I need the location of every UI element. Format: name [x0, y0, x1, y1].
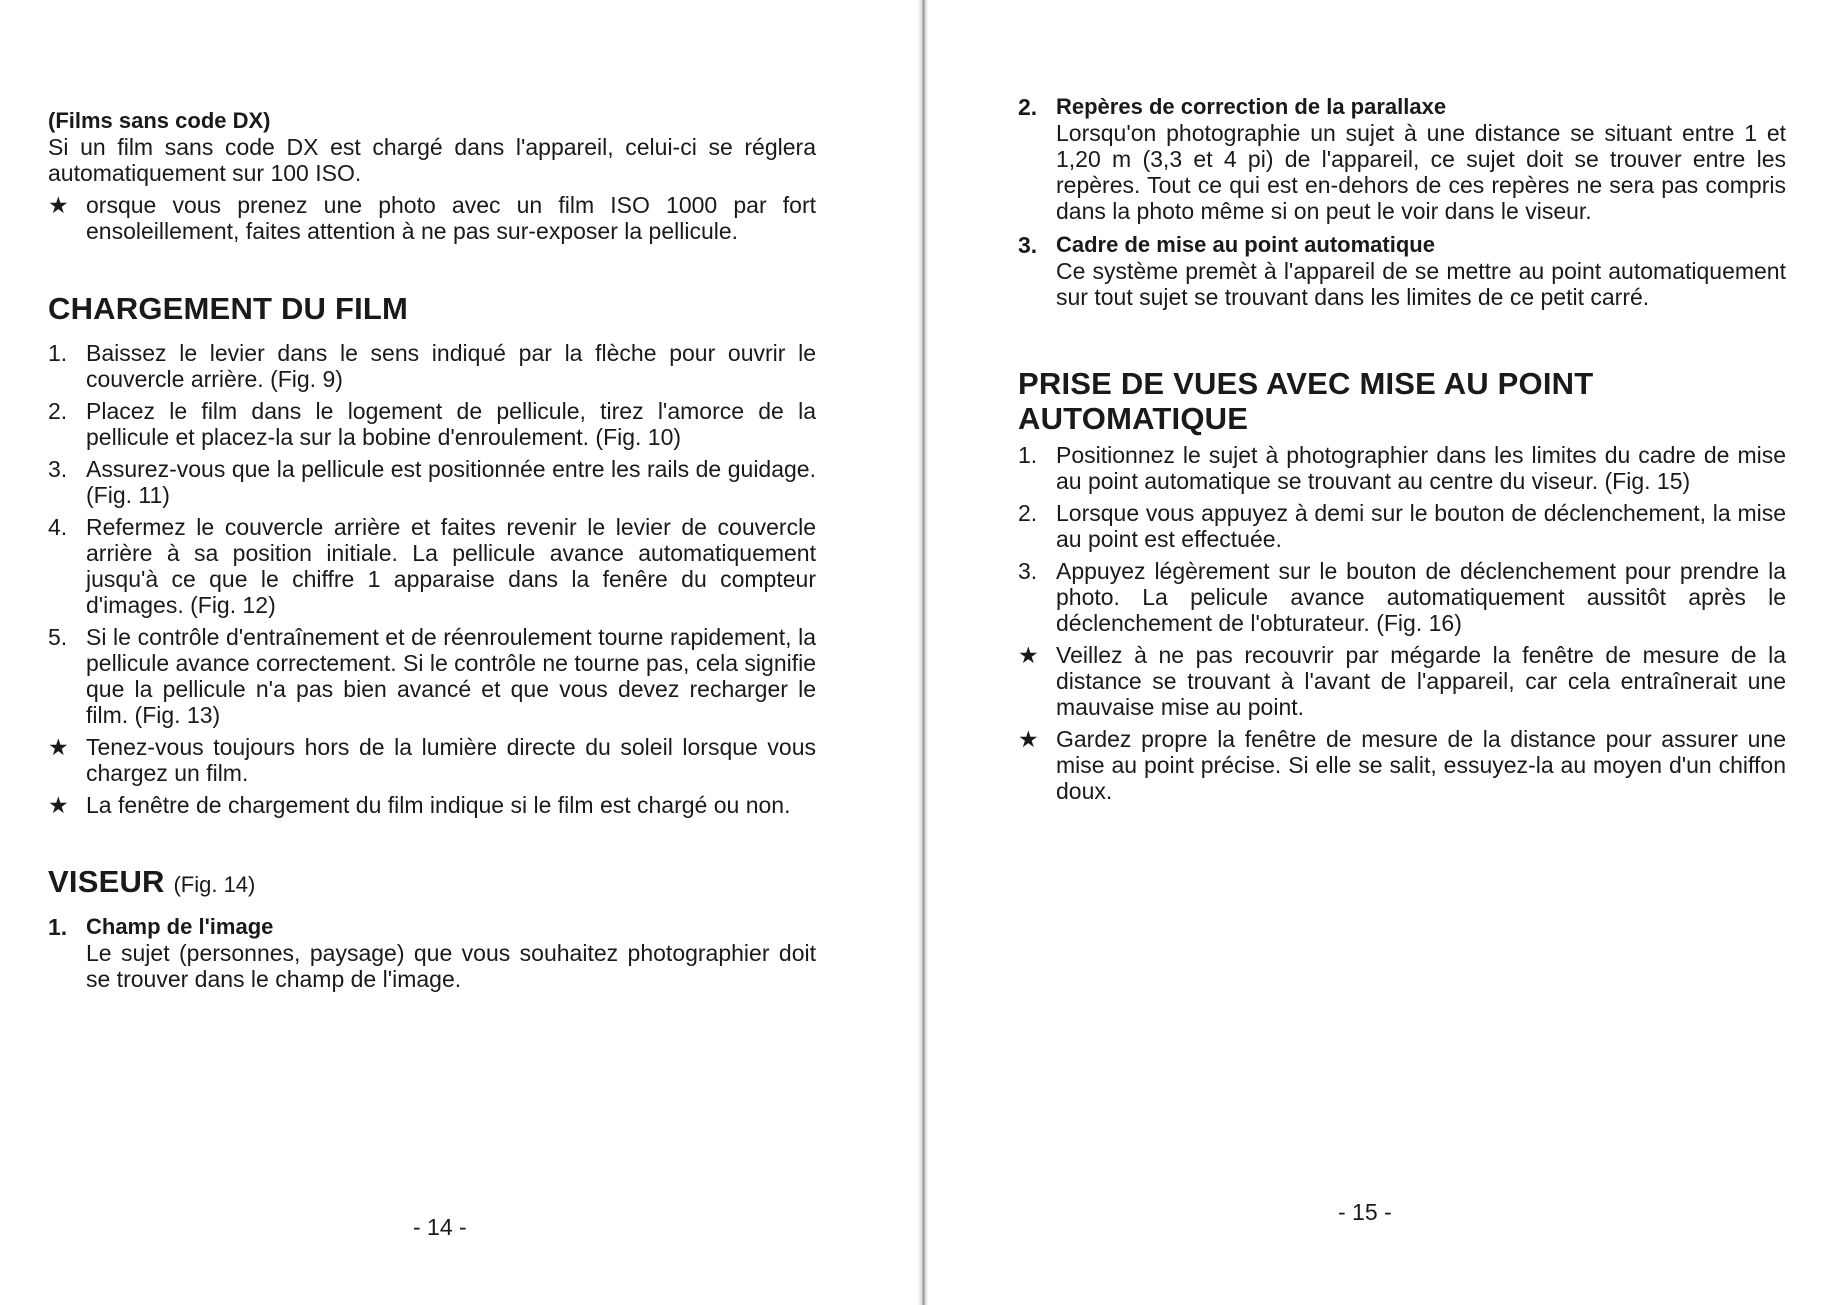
- item-marker: 3.: [1018, 232, 1038, 258]
- item-text: Lorsque vous appuyez à demi sur le bouton de déclenchement, la mise au point est effectuée.: [1056, 500, 1786, 552]
- item-marker: 5.: [48, 624, 68, 650]
- list-item: [48, 734, 816, 786]
- right-page: [1018, 0, 1786, 1305]
- prise-heading: PRISE DE VUES AVEC MISE AU POINT AUTOMATIQUE: [1018, 366, 1594, 436]
- viseur-item-title: Cadre de mise au point automatique: [1056, 232, 1435, 257]
- list-item: [1018, 642, 1786, 720]
- list-item: [1018, 500, 1786, 552]
- chargement-heading: CHARGEMENT DU FILM: [48, 291, 409, 326]
- item-text: Baissez le levier dans le sens indiqué par la flèche pour ouvrir le couvercle arrière. (Fig. 9): [86, 340, 816, 392]
- book-spine: [918, 0, 928, 1305]
- viseur-item-title: Repères de correction de la parallaxe: [1056, 94, 1447, 119]
- films-dx-text: Si un film sans code DX est chargé dans l'appareil, celui-ci se réglera automatiquement sur 100 ISO.: [48, 134, 816, 186]
- viseur-item-text: Ce système premèt à l'appareil de se mettre au point automatiquement sur tout sujet se trouvant dans les limites de ce petit carré.: [1056, 258, 1786, 310]
- list-item: [48, 340, 816, 392]
- list-item: [48, 514, 816, 618]
- item-text: Assurez-vous que la pellicule est positionnée entre les rails de guidage. (Fig. 11): [86, 456, 816, 508]
- viseur-item-body: [86, 914, 816, 992]
- item-text: Appuyez légèrement sur le bouton de déclenchement pour prendre la photo. La pelicule avance automatiquement aussitôt après le déclenchement de l'obturateur. (Fig. 16): [1056, 558, 1786, 636]
- left-page: [48, 0, 816, 1305]
- star-icon: ★: [48, 792, 69, 818]
- viseur-heading: [48, 864, 816, 902]
- star-icon: ★: [48, 192, 69, 218]
- viseur-list-continued: [1018, 94, 1786, 310]
- viseur-item-title: Champ de l'image: [86, 914, 274, 939]
- item-marker: 4.: [48, 514, 68, 540]
- item-text: Si le contrôle d'entraînement et de réenroulement tourne rapidement, la pellicule avance correctement. Si le contrôle ne tourne pas, cela signifie que la pellicule n'a pas bien avancé et que vous devez recharger le film. (Fig. 13): [86, 624, 817, 728]
- prise-list: [1018, 442, 1786, 804]
- item-text: La fenêtre de chargement du film indique si le film est chargé ou non.: [86, 792, 791, 818]
- films-dx-note-text: orsque vous prenez une photo avec un film ISO 1000 par fort ensoleillement, faites attention à ne pas sur-exposer la pellicule.: [86, 192, 816, 244]
- page-number-left: - 14 -: [413, 1214, 467, 1240]
- page-number-right: - 15 -: [1338, 1199, 1392, 1225]
- list-item: [48, 792, 816, 818]
- star-icon: ★: [1018, 642, 1039, 668]
- list-item: [1018, 558, 1786, 636]
- films-dx-note: [48, 192, 816, 244]
- item-marker: 1.: [48, 340, 68, 366]
- item-text: Placez le film dans le logement de pellicule, tirez l'amorce de la pellicule et placez-la sur la bobine d'enroulement. (Fig. 10): [86, 398, 816, 450]
- item-text: Gardez propre la fenêtre de mesure de la distance pour assurer une mise au point précise. Si elle se salit, essuyez-la au moyen d'un chiffon doux.: [1056, 726, 1786, 804]
- list-item: [48, 456, 816, 508]
- viseur-item-2: [1018, 94, 1786, 224]
- list-item: [48, 398, 816, 450]
- item-text: Positionnez le sujet à photographier dans les limites du cadre de mise au point automatique se trouvant au centre du viseur. (Fig. 15): [1056, 442, 1786, 494]
- item-marker: 2.: [48, 398, 68, 424]
- chargement-list: [48, 340, 816, 818]
- star-icon: ★: [48, 734, 69, 760]
- list-item: [1018, 726, 1786, 804]
- list-item: [1018, 442, 1786, 494]
- viseur-item-body: [1056, 94, 1786, 224]
- item-marker: 1.: [48, 914, 68, 940]
- item-marker: 3.: [48, 456, 68, 482]
- star-icon: ★: [1018, 726, 1039, 752]
- item-marker: 2.: [1018, 94, 1038, 120]
- viseur-fig-ref: (Fig. 14): [173, 872, 256, 897]
- viseur-item-3: [1018, 232, 1786, 310]
- list-item: [48, 624, 816, 728]
- viseur-item-1: [48, 914, 816, 992]
- item-marker: 1.: [1018, 442, 1038, 468]
- viseur-heading-text: VISEUR: [48, 864, 165, 899]
- films-dx-heading: (Films sans code DX): [48, 108, 271, 133]
- item-text: Tenez-vous toujours hors de la lumière directe du soleil lorsque vous chargez un film.: [86, 734, 816, 786]
- item-text: Veillez à ne pas recouvrir par mégarde la fenêtre de mesure de la distance se trouvant à l'avant de l'appareil, car cela entraînerait une mauvaise mise au point.: [1056, 642, 1786, 720]
- viseur-item-text: Le sujet (personnes, paysage) que vous souhaitez photographier doit se trouver dans le champ de l'image.: [86, 940, 816, 992]
- viseur-item-text: Lorsqu'on photographie un sujet à une distance se situant entre 1 et 1,20 m (3,3 et 4 pi) de l'appareil, ce sujet doit se trouver entre les repères. Tout ce qui est en-dehors de ces repères ne sera pas compris dans la photo même si on peut le voir dans le viseur.: [1056, 120, 1786, 224]
- item-marker: 2.: [1018, 500, 1038, 526]
- item-text: Refermez le couvercle arrière et faites revenir le levier de couvercle arrière à sa position initiale. La pellicule avance automatiquement jusqu'à ce que le chiffre 1 apparaise dans la fenêre du compteur d'images. (Fig. 12): [86, 514, 816, 618]
- viseur-item-body: [1056, 232, 1786, 310]
- item-marker: 3.: [1018, 558, 1038, 584]
